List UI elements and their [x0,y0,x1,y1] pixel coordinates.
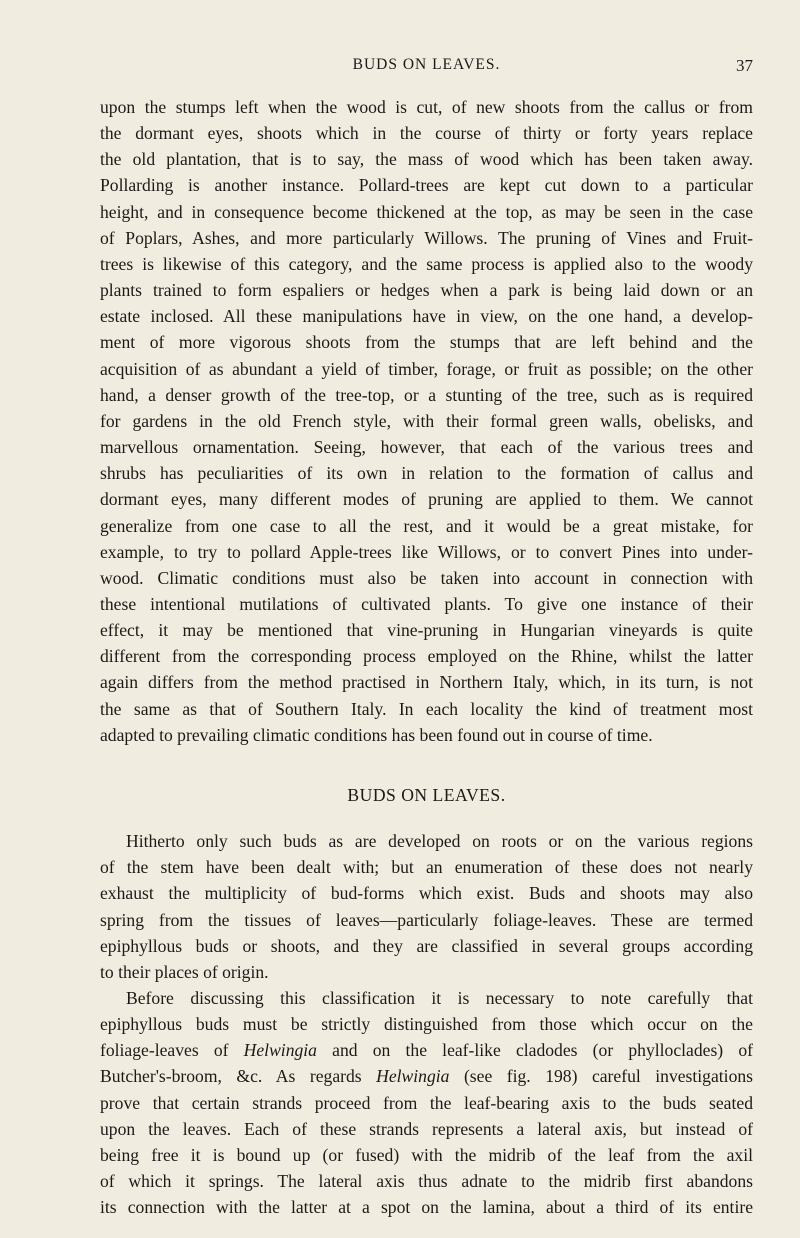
text-line: its connection with the latter at a spot on the lamina, about a third of its entire [100,1197,753,1218]
text-line: foliage-leaves of Helwingia and on the leaf-like cladodes (or phylloclades) of [100,1040,753,1061]
text-line: shrubs has peculiarities of its own in relation to the formation of callus and [100,463,753,484]
section-heading: BUDS ON LEAVES. [347,784,506,805]
text-line: the dormant eyes, shoots which in the course of thirty or forty years replace [100,123,753,144]
text-line: epiphyllous buds must be strictly distinguished from those which occur on the [100,1014,753,1035]
text-line: these intentional mutilations of cultivated plants. To give one instance of their [100,593,753,614]
text-line: epiphyllous buds or shoots, and they are classified in several groups according [100,935,753,956]
text-line: example, to try to pollard Apple-trees like Willows, or to convert Pines into under- [100,541,753,562]
text-line: being free it is bound up (or fused) with the midrib of the leaf from the axil [100,1144,753,1165]
page-header [100,56,753,80]
text-line: upon the leaves. Each of these strands represents a lateral axis, but instead of [100,1118,753,1139]
text-line: to their places of origin. [100,961,269,982]
text-line: ment of more vigorous shoots from the stumps that are left behind and the [100,332,753,353]
text-line: prove that certain strands proceed from the leaf-bearing axis to the buds seated [100,1092,753,1113]
text-line: hand, a denser growth of the tree-top, or a stunting of the tree, such as is required [100,384,753,405]
text-line: of which it springs. The lateral axis thus adnate to the midrib first abandons [100,1171,753,1192]
text-line: generalize from one case to all the rest, and it would be a great mistake, for [100,515,753,536]
page-number: 37 [736,56,753,75]
text-line: Pollarding is another instance. Pollard-trees are kept cut down to a particular [100,175,753,196]
text-line: adapted to prevailing climatic conditions has been found out in course of time. [100,724,653,745]
text-line: trees is likewise of this category, and the same process is applied also to the woody [100,253,753,274]
text-line: the old plantation, that is to say, the mass of wood which has been taken away. [100,149,753,170]
text-line: different from the corresponding process employed on the Rhine, whilst the latter [100,646,753,667]
text-line: Hitherto only such buds as are developed on roots or on the various regions [126,831,753,852]
paragraph [100,985,753,1220]
text-line: the same as that of Southern Italy. In each locality the kind of treatment most [100,698,753,719]
paragraph-continued [100,94,753,748]
text-line: marvellous ornamentation. Seeing, however, that each of the various trees and [100,437,753,458]
text-line: again differs from the method practised in Northern Italy, which, in its turn, is not [100,672,753,693]
text-line: of the stem have been dealt with; but an enumeration of these does not nearly [100,857,753,878]
text-line: exhaust the multiplicity of bud-forms which exist. Buds and shoots may also [100,883,753,904]
text-line: height, and in consequence become thickened at the top, as may be seen in the case [100,201,753,222]
body-text [100,94,753,1220]
text-line: spring from the tissues of leaves—particularly foliage-leaves. These are termed [100,909,753,930]
text-line: of Poplars, Ashes, and more particularly Willows. The pruning of Vines and Fruit- [100,227,753,248]
text-line: dormant eyes, many different modes of pruning are applied to them. We cannot [100,489,753,510]
paragraph [100,828,753,985]
text-line: Butcher's-broom, &c. As regards Helwingia (see fig. 198) careful investigations [100,1066,754,1087]
text-line: wood. Climatic conditions must also be taken into account in connection with [100,567,753,588]
text-line: estate inclosed. All these manipulations have in view, on the one hand, a develop- [100,306,753,327]
text-line: plants trained to form espaliers or hedges when a park is being laid down or an [100,280,753,301]
text-line: for gardens in the old French style, with their formal green walls, obelisks, and [100,410,753,431]
text-line: effect, it may be mentioned that vine-pruning in Hungarian vineyards is quite [100,620,753,641]
text-line: acquisition of as abundant a yield of timber, forage, or fruit as possible; on the other [100,358,753,379]
text-line: Before discussing this classification it is necessary to note carefully that [126,988,753,1008]
text-line: upon the stumps left when the wood is cut, of new shoots from the callus or from [100,97,753,117]
running-head: BUDS ON LEAVES. [352,56,501,73]
